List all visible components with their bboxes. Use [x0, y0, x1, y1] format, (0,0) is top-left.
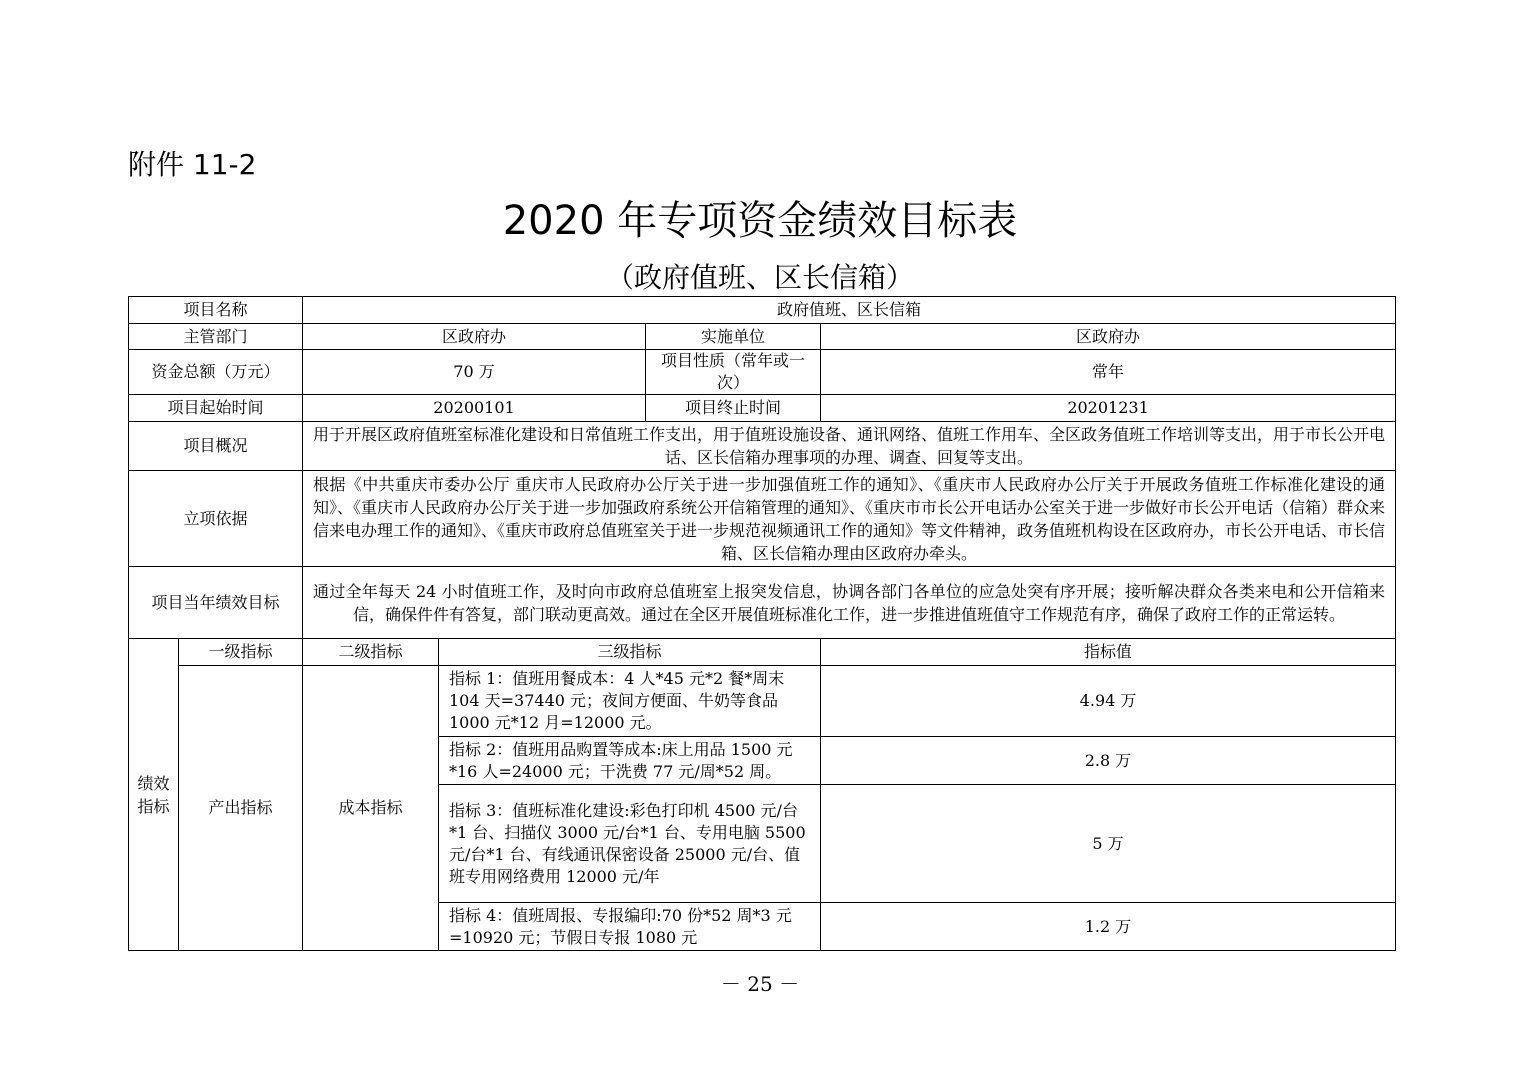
overview-value: 用于开展区政府值班室标准化建设和日常值班工作支出，用于值班设施设备、通讯网络、值班工作用车、全区政务值班工作培训等支出，用于市长公开电话、区长信箱办理事项的办理、调查、回复等支出。: [303, 422, 1396, 471]
impl-unit-value: 区政府办: [821, 324, 1396, 350]
attachment-label: 附件 11-2: [128, 148, 257, 181]
nature-label: 项目性质（常年或一次）: [646, 350, 821, 395]
row-period: [129, 395, 1396, 422]
end-value: 20201231: [821, 395, 1396, 422]
indicator-value: 1.2 万: [821, 903, 1396, 951]
goal-label: 项目当年绩效目标: [129, 567, 303, 639]
nature-value: 常年: [821, 350, 1396, 395]
col-level2-header: 二级指标: [303, 639, 439, 666]
indicator-value: 5 万: [821, 785, 1396, 903]
row-fund: [129, 350, 1396, 395]
row-goal: [129, 567, 1396, 639]
row-basis: [129, 471, 1396, 567]
indicator-desc: 指标 2：值班用品购置等成本:床上用品 1500 元*16 人=24000 元；干洗费 77 元/周*52 周。: [439, 737, 821, 785]
impl-unit-label: 实施单位: [646, 324, 821, 350]
row-overview: [129, 422, 1396, 471]
basis-value: 根据《中共重庆市委办公厅 重庆市人民政府办公厅关于进一步加强值班工作的通知》、《重庆市人民政府办公厅关于开展政务值班工作标准化建设的通知》、《重庆市人民政府办公厅关于进一步加强政府系统公开信箱管理的通知》、《重庆市市长公开电话办公室关于进一步做好市长公开电话（信箱）群众来信来电办理工作的通知》、《重庆市政府总值班室关于进一步规范视频通讯工作的通知》等文件精神，政务值班机构设在区政府办，市长公开电话、市长信箱、区长信箱办理由区政府办牵头。: [303, 471, 1396, 567]
dept-label: 主管部门: [129, 324, 303, 350]
indicator-desc: 指标 4：值班周报、专报编印:70 份*52 周*3 元=10920 元；节假日专报 1080 元: [439, 903, 821, 951]
basis-label: 立项依据: [129, 471, 303, 567]
fund-label: 资金总额（万元）: [129, 350, 303, 395]
row-department: [129, 324, 1396, 350]
start-value: 20200101: [303, 395, 646, 422]
page-number: － 25 －: [720, 972, 800, 996]
start-label: 项目起始时间: [129, 395, 303, 422]
indicator-value: 2.8 万: [821, 737, 1396, 785]
fund-value: 70 万: [303, 350, 646, 395]
page-subtitle: （政府值班、区长信箱）: [605, 261, 914, 294]
col-value-header: 指标值: [821, 639, 1396, 666]
indicator-desc: 指标 3：值班标准化建设:彩色打印机 4500 元/台*1 台、扫描仪 3000 元/台*1 台、专用电脑 5500 元/台*1 台、有线通讯保密设备 25000 元/台、值班专用网络费用 12000 元/年: [439, 785, 821, 903]
col-level3-header: 三级指标: [439, 639, 821, 666]
performance-target-table: [128, 296, 1396, 951]
indicator-value: 4.94 万: [821, 666, 1396, 737]
table-row: [129, 666, 1396, 737]
page-title: 2020 年专项资金绩效目标表: [502, 198, 1018, 244]
indicator-desc: 指标 1：值班用餐成本：4 人*45 元*2 餐*周末 104 天=37440 元；夜间方便面、牛奶等食品 1000 元*12 月=12000 元。: [439, 666, 821, 737]
level1-value: 产出指标: [179, 666, 303, 951]
col-level1-header: 一级指标: [179, 639, 303, 666]
project-name-value: 政府值班、区长信箱: [303, 297, 1396, 324]
perf-indicator-label: 绩效指标: [129, 639, 179, 951]
row-project-name: [129, 297, 1396, 324]
overview-label: 项目概况: [129, 422, 303, 471]
row-indicator-header: [129, 639, 1396, 666]
end-label: 项目终止时间: [646, 395, 821, 422]
goal-value: 通过全年每天 24 小时值班工作，及时向市政府总值班室上报突发信息，协调各部门各单位的应急处突有序开展；接听解决群众各类来电和公开信箱来信，确保件件有答复，部门联动更高效。通过在全区开展值班标准化工作，进一步推进值班值守工作规范有序，确保了政府工作的正常运转。: [303, 567, 1396, 639]
level2-value: 成本指标: [303, 666, 439, 951]
dept-value: 区政府办: [303, 324, 646, 350]
project-name-label: 项目名称: [129, 297, 303, 324]
